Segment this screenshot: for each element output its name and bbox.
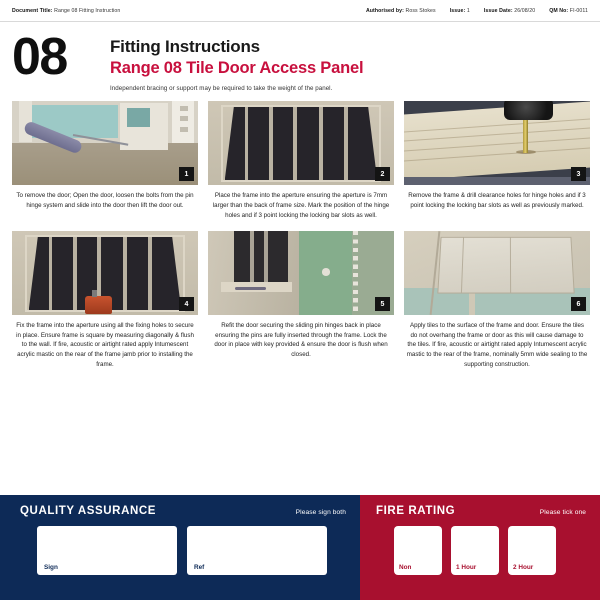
page-title: Fitting Instructions: [110, 37, 260, 56]
step-number-badge: 3: [571, 167, 586, 181]
step-caption: Apply tiles to the surface of the frame and door. Ensure the tiles do not overhang the frame or door as this will cause damage to the tiles. If fire, acoustic or airtight rated apply Intumescent acrylic mastic to the rear of the frame, nominally 5mm wide sealing to the supporting construction.: [406, 322, 588, 368]
ref-field-label: Ref: [194, 564, 205, 571]
title-text-group: [110, 34, 363, 92]
photo-drilling-clearance-holes: [404, 101, 590, 185]
scene-illustration: [404, 101, 590, 185]
issue-date-value: 26/08/20: [514, 7, 536, 14]
scene-illustration: [12, 231, 198, 315]
step-caption: Refit the door securing the sliding pin hinges back in place ensuring the pins are fully inserted through the frame. Lock the door in place with key provided & ensure the door is flush when closed.: [214, 322, 388, 358]
scene-illustration: [404, 231, 590, 315]
issue-date-meta: [484, 8, 535, 14]
fire-rating-title: FIRE RATING: [376, 505, 456, 517]
step-number-badge: 1: [179, 167, 194, 181]
fire-rating-hint: Please tick one: [539, 509, 586, 516]
quality-assurance-title: QUALITY ASSURANCE: [20, 505, 157, 517]
header-meta-group: [366, 8, 588, 14]
authorised-by-label: Authorised by:: [365, 7, 404, 14]
range-number: 08: [12, 28, 67, 86]
qm-number-label: QM No:: [549, 7, 569, 14]
step-2: [208, 101, 394, 220]
steps-grid: [0, 101, 600, 369]
fire-rating-option-label: 2 Hour: [513, 564, 534, 571]
quality-assurance-panel: [0, 495, 360, 600]
authorised-by-meta: [366, 8, 436, 14]
photo-refit-door-sliding-pin-hinges: [208, 231, 394, 315]
photo-fixing-frame-with-drill: [12, 231, 198, 315]
document-header: [0, 0, 600, 22]
document-title-label: Document Title:: [12, 7, 53, 14]
step-3: [404, 101, 590, 220]
scene-illustration: [12, 101, 198, 185]
steps-row-2: [12, 231, 588, 369]
fire-rating-panel: [360, 495, 600, 600]
quality-assurance-header: [20, 505, 346, 517]
fire-rating-option-2-hour[interactable]: [508, 526, 556, 575]
bottom-panels: [0, 495, 600, 600]
step-number-badge: 6: [571, 297, 586, 311]
photo-tiles-applied-to-panel: [404, 231, 590, 315]
sign-field[interactable]: [37, 526, 177, 575]
ref-field[interactable]: [187, 526, 327, 575]
steps-row-1: [12, 101, 588, 220]
photo-frame-in-aperture: [208, 101, 394, 185]
quality-assurance-fields: [20, 526, 346, 575]
step-1: [12, 101, 198, 220]
step-4: [12, 231, 198, 369]
document-title-value: Range 08 Fitting Instruction: [54, 7, 121, 14]
step-number-badge: 4: [179, 297, 194, 311]
issue-label: Issue:: [449, 7, 466, 14]
fire-rating-option-label: 1 Hour: [456, 564, 477, 571]
title-note: Independent bracing or support may be required to take the weight of the panel.: [110, 85, 333, 93]
step-number-badge: 5: [375, 297, 390, 311]
page-subtitle: Range 08 Tile Door Access Panel: [110, 58, 364, 77]
qm-number-value: FI-0011: [569, 7, 588, 14]
step-5: [208, 231, 394, 369]
document-title-meta: [12, 8, 120, 14]
scene-illustration: [208, 101, 394, 185]
sign-field-label: Sign: [44, 564, 58, 571]
issue-date-label: Issue Date:: [483, 7, 513, 14]
issue-meta: [450, 8, 470, 14]
step-6: [404, 231, 590, 369]
scene-illustration: [208, 231, 394, 315]
fire-rating-option-label: Non: [399, 564, 412, 571]
photo-screwdriver-pin-hinge: [12, 101, 198, 185]
step-number-badge: 2: [375, 167, 390, 181]
step-caption: To remove the door; Open the door, loosen the bolts from the pin hinge system and slide into the door then lift the door out.: [16, 192, 194, 209]
fire-rating-option-non[interactable]: [394, 526, 442, 575]
step-caption: Fix the frame into the aperture using all the fixing holes to secure in place. Ensure frame is square by measuring diagonally & flush to the wall. If fire, acoustic or airtight rated apply Intumescent acrylic mastic on the rear of the frame jamb prior to installing the frame.: [16, 322, 194, 368]
issue-value: 1: [466, 7, 470, 14]
title-block: [0, 22, 600, 92]
step-caption: Place the frame into the aperture ensuring the aperture is 7mm larger than the back of frame size. Mark the position of the hinge holes and if 3 point locking the locking bar slots as well.: [212, 192, 390, 219]
step-caption: Remove the frame & drill clearance holes for hinge holes and if 3 point locking the locking bar slots as well as previously marked.: [408, 192, 586, 209]
authorised-by-value: Ross Stokes: [405, 7, 436, 14]
fire-rating-options: [376, 526, 586, 575]
fire-rating-option-1-hour[interactable]: [451, 526, 499, 575]
fire-rating-header: [376, 505, 586, 517]
quality-assurance-hint: Please sign both: [295, 509, 346, 516]
qm-number-meta: [549, 8, 588, 14]
